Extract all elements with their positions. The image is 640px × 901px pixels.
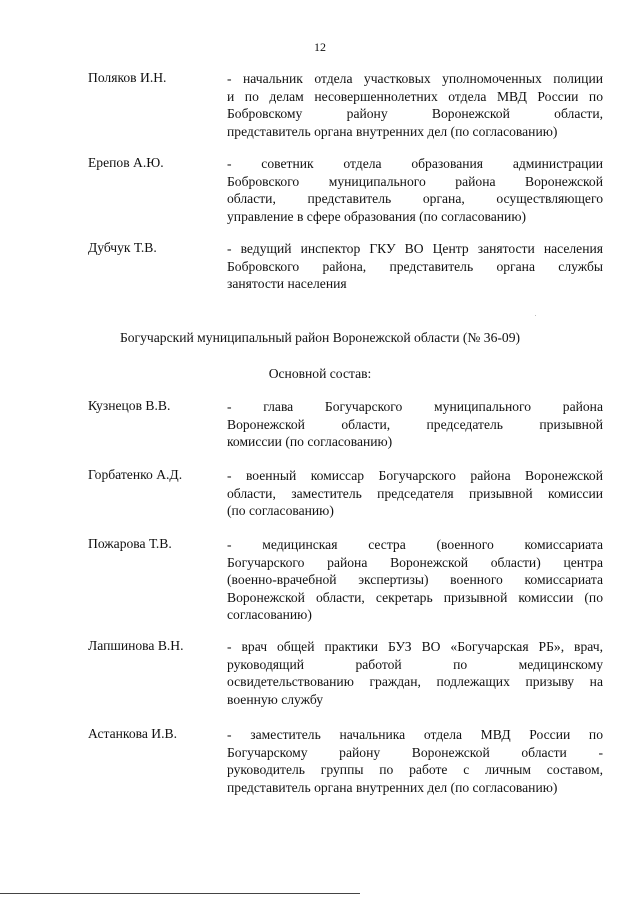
member-name: Астанкова И.В. <box>88 726 177 741</box>
member-description: - ведущий инспектор ГКУ ВО Центр занятости населения Бобровского района, представитель органа службы занятости населения <box>227 241 603 291</box>
footer-rule <box>0 893 360 894</box>
member-name: Поляков И.Н. <box>88 70 167 85</box>
member-description: - советник отдела образования администрации Бобровского муниципального района Воронежской области, представитель органа, осуществляющего управление в сфере образования (по согласованию) <box>227 156 603 224</box>
member-name: Лапшинова В.Н. <box>88 638 184 653</box>
district-heading: Богучарский муниципальный район Воронежской области (№ 36-09) <box>119 330 521 345</box>
scan-speck <box>535 315 536 316</box>
member-description: - глава Богучарского муниципального района Воронежской области, председатель призывной комиссии (по согласованию) <box>227 399 603 449</box>
member-name: Кузнецов В.В. <box>88 398 171 413</box>
member-description: - военный комиссар Богучарского района Воронежской области, заместитель председателя призывной комиссии (по согласованию) <box>227 468 603 518</box>
member-description: - врач общей практики БУЗ ВО «Богучарская РБ», врач, руководящий работой по медицинскому освидетельствованию граждан, подлежащих призыву на военную службу <box>227 639 603 707</box>
member-name: Горбатенко А.Д. <box>88 467 183 482</box>
page-number: 12 <box>314 40 326 54</box>
member-name: Пожарова Т.В. <box>88 536 172 551</box>
member-name: Ерепов А.Ю. <box>88 155 164 170</box>
member-description: - начальник отдела участковых уполномоченных полиции и по делам несовершеннолетних отдела МВД России по Бобровскому районy Воронежской области, представитель органа внутренних дел (по согласованию) <box>227 71 603 139</box>
composition-heading: Основной состав: <box>268 366 372 381</box>
member-description: - медицинская сестра (военного комиссариата Богучарского района Воронежской области) центра (военно-врачебной экспертизы) военного комиссариата Воронежской области, секретарь призывной комиссии (по согласованию) <box>227 537 603 622</box>
member-description: - заместитель начальника отдела МВД России по Богучарскому району Воронежской области - руководитель группы по работе с личным составом, представитель органа внутренних дел (по согласованию) <box>227 727 603 795</box>
member-name: Дубчук Т.В. <box>88 240 157 255</box>
